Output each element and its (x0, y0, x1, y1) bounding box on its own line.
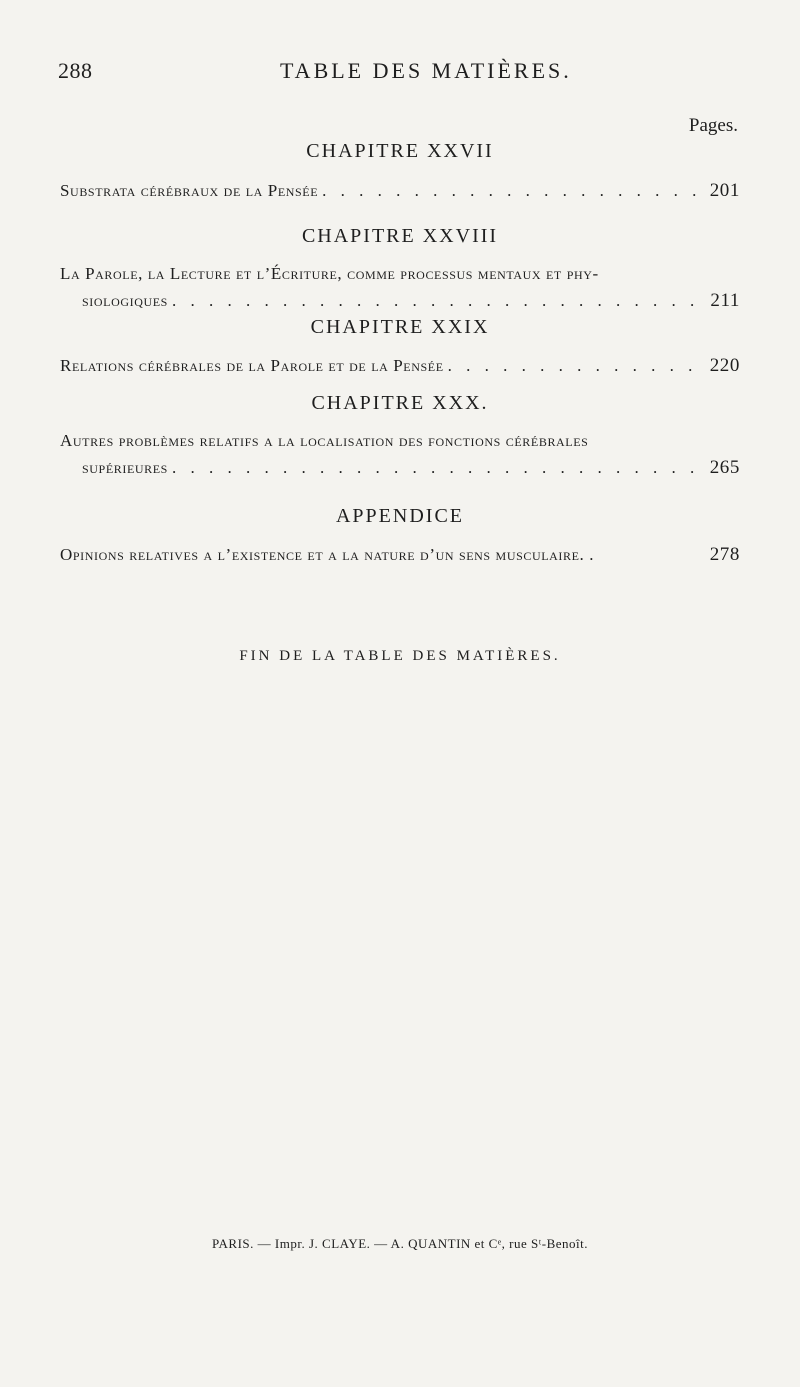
chapter-heading: CHAPITRE XXVII (306, 140, 494, 162)
toc-entry (60, 431, 740, 479)
toc-entry-title-continued: siologiques (82, 291, 168, 310)
dot-leader (444, 356, 704, 376)
chapter-heading: CHAPITRE XXX. (311, 392, 489, 414)
chapter-heading: CHAPITRE XXVIII (301, 225, 499, 247)
toc-entry-title: Substrata cérébraux de la Pensée (60, 181, 319, 200)
toc-entry (60, 264, 740, 312)
dot-leader (318, 181, 704, 201)
dot-leader (168, 291, 704, 311)
page-header (58, 58, 738, 88)
toc-entry-page: 201 (709, 180, 740, 201)
toc-entry-title-continued: supérieures (82, 458, 168, 477)
toc-entry-page: 265 (709, 457, 740, 478)
page-number: 288 (58, 58, 93, 83)
toc-entry-title: Opinions relatives a l’existence et a la nature d’un sens musculaire. . (60, 545, 595, 564)
dot-leader (168, 458, 704, 478)
pages-column-label: Pages. (688, 115, 738, 136)
chapter-heading: CHAPITRE XXIX (310, 316, 490, 338)
toc-entry-page: 211 (710, 290, 740, 311)
toc-entry (60, 355, 740, 377)
end-of-contents: FIN DE LA TABLE DES MATIÈRES. (239, 648, 561, 664)
toc-entry-page: 220 (709, 355, 740, 376)
toc-entry (60, 544, 740, 566)
toc-entry-title: La Parole, la Lecture et l’Écriture, comme processus mentaux et phy- (60, 264, 599, 283)
printer-imprint: PARIS. — Impr. J. CLAYE. — A. QUANTIN et Cᵉ, rue Sᵗ-Benoît. (212, 1236, 588, 1251)
running-title: TABLE DES MATIÈRES. (280, 58, 572, 83)
toc-entry-title: Autres problèmes relatifs a la localisation des fonctions cérébrales (60, 431, 589, 450)
toc-entry-page: 278 (709, 544, 740, 565)
toc-entry (60, 180, 740, 202)
toc-entry-title: Relations cérébrales de la Parole et de la Pensée (60, 356, 444, 375)
appendix-heading: APPENDICE (335, 505, 464, 527)
